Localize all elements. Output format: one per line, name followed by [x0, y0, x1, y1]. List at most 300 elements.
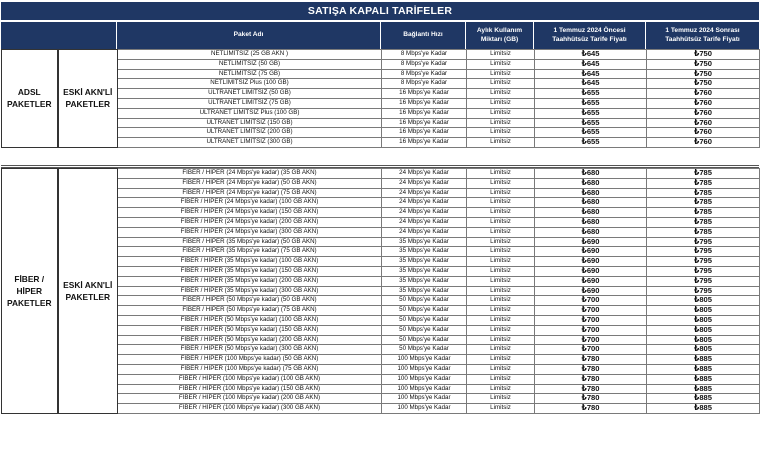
price-after-cell	[647, 89, 760, 99]
speed-cell: 8 Mbps'ye Kadar	[382, 69, 467, 79]
currency-symbol: ₺	[694, 344, 700, 354]
price-value: 780	[586, 354, 600, 364]
currency-symbol: ₺	[694, 374, 700, 383]
price-value: 645	[586, 59, 600, 68]
currency-symbol: ₺	[694, 188, 700, 197]
quota-cell: Limitsiz	[467, 306, 535, 316]
price-after-cell	[647, 98, 760, 108]
price-before-cell	[535, 325, 647, 335]
currency-symbol: ₺	[581, 403, 587, 413]
price-after-cell	[647, 315, 760, 325]
price-value: 795	[699, 266, 712, 275]
price-value: 750	[699, 78, 712, 88]
price-value: 750	[699, 59, 712, 68]
speed-cell: 100 Mbps'ye Kadar	[382, 355, 467, 365]
currency-symbol: ₺	[581, 127, 587, 137]
price-value: 680	[586, 197, 600, 207]
speed-cell: 24 Mbps'ye Kadar	[382, 227, 467, 237]
quota-cell: Limitsiz	[467, 384, 535, 394]
package-name-cell: NETLİMİTSİZ (75 GB)	[118, 69, 382, 79]
price-before-cell	[535, 384, 647, 394]
currency-symbol: ₺	[581, 286, 587, 295]
package-name-cell: FİBER / HİPER (50 Mbps'ye kadar) (300 GB AKN)	[118, 345, 382, 355]
speed-cell: 24 Mbps'ye Kadar	[382, 169, 467, 179]
price-value: 795	[699, 286, 712, 295]
quota-cell: Limitsiz	[467, 257, 535, 267]
currency-symbol: ₺	[694, 88, 700, 98]
price-value: 885	[699, 354, 712, 364]
price-value: 690	[586, 256, 600, 266]
price-before-cell	[535, 394, 647, 404]
currency-symbol: ₺	[581, 207, 587, 217]
currency-symbol: ₺	[694, 246, 700, 256]
price-before-cell	[535, 169, 647, 179]
currency-symbol: ₺	[694, 137, 700, 147]
price-after-cell	[647, 198, 760, 208]
price-after-cell	[647, 306, 760, 316]
price-value: 690	[586, 246, 600, 256]
quota-cell: Limitsiz	[467, 237, 535, 247]
package-name-cell: FİBER / HİPER (24 Mbps'ye kadar) (150 GB AKN)	[118, 208, 382, 218]
speed-cell: 35 Mbps'ye Kadar	[382, 247, 467, 257]
price-value: 795	[699, 237, 712, 246]
price-after-cell	[647, 296, 760, 306]
price-before-cell	[535, 118, 647, 128]
speed-cell: 50 Mbps'ye Kadar	[382, 296, 467, 306]
currency-symbol: ₺	[694, 127, 700, 137]
price-before-cell	[535, 315, 647, 325]
speed-cell: 50 Mbps'ye Kadar	[382, 325, 467, 335]
price-after-cell	[647, 169, 760, 179]
price-after-cell	[647, 266, 760, 276]
price-before-cell	[535, 198, 647, 208]
price-before-cell	[535, 286, 647, 296]
currency-symbol: ₺	[694, 78, 700, 88]
quota-cell: Limitsiz	[467, 296, 535, 306]
price-value: 805	[699, 335, 712, 344]
price-value: 655	[586, 98, 600, 107]
speed-cell: 100 Mbps'ye Kadar	[382, 384, 467, 394]
currency-symbol: ₺	[581, 188, 587, 197]
price-value: 700	[586, 295, 600, 305]
speed-cell: 8 Mbps'ye Kadar	[382, 59, 467, 69]
price-value: 795	[699, 256, 712, 266]
price-after-cell	[647, 247, 760, 257]
price-value: 655	[586, 108, 600, 117]
speed-cell: 8 Mbps'ye Kadar	[382, 50, 467, 60]
quota-cell: Limitsiz	[467, 335, 535, 345]
price-before-cell	[535, 266, 647, 276]
quota-cell: Limitsiz	[467, 208, 535, 218]
price-before-cell	[535, 237, 647, 247]
currency-symbol: ₺	[694, 178, 700, 187]
price-value: 655	[586, 127, 600, 137]
header-price-after: 1 Temmuz 2024 Sonrası Taahhütsüz Tarife Fiyatı	[646, 22, 759, 49]
currency-symbol: ₺	[581, 315, 587, 324]
quota-cell: Limitsiz	[467, 128, 535, 138]
price-value: 785	[699, 207, 712, 217]
price-before-cell	[535, 188, 647, 198]
package-name-cell: FİBER / HİPER (100 Mbps'ye kadar) (300 GB AKN)	[118, 404, 382, 414]
price-value: 785	[699, 168, 712, 177]
currency-symbol: ₺	[694, 305, 700, 315]
currency-symbol: ₺	[581, 354, 587, 364]
price-before-cell	[535, 374, 647, 384]
package-name-cell: FİBER / HİPER (50 Mbps'ye kadar) (100 GB AKN)	[118, 315, 382, 325]
price-before-cell	[535, 98, 647, 108]
price-value: 805	[699, 315, 712, 324]
price-before-cell	[535, 364, 647, 374]
currency-symbol: ₺	[581, 98, 587, 107]
price-value: 750	[699, 49, 712, 58]
group-label: ADSL PAKETLER	[2, 50, 58, 148]
currency-symbol: ₺	[694, 266, 700, 275]
speed-cell: 24 Mbps'ye Kadar	[382, 198, 467, 208]
header-package-name: Paket Adı	[117, 22, 381, 49]
currency-symbol: ₺	[581, 276, 587, 285]
price-before-cell	[535, 208, 647, 218]
fiber-table	[1, 168, 760, 414]
package-name-cell: FİBER / HİPER (35 Mbps'ye kadar) (50 GB AKN)	[118, 237, 382, 247]
price-before-cell	[535, 345, 647, 355]
currency-symbol: ₺	[581, 344, 587, 354]
price-value: 655	[586, 118, 600, 127]
page-title: SATIŞA KAPALI TARİFELER	[1, 2, 759, 20]
currency-symbol: ₺	[581, 59, 587, 68]
speed-cell: 50 Mbps'ye Kadar	[382, 315, 467, 325]
header-blank	[1, 22, 117, 49]
package-name-cell: FİBER / HİPER (35 Mbps'ye kadar) (300 GB AKN)	[118, 286, 382, 296]
currency-symbol: ₺	[694, 108, 700, 117]
price-after-cell	[647, 404, 760, 414]
package-name-cell: NETLİMİTSİZ (50 GB)	[118, 59, 382, 69]
price-value: 690	[586, 286, 600, 295]
currency-symbol: ₺	[694, 59, 700, 68]
package-name-cell: FİBER / HİPER (50 Mbps'ye kadar) (200 GB AKN)	[118, 335, 382, 345]
price-value: 785	[699, 227, 712, 236]
currency-symbol: ₺	[581, 78, 587, 88]
price-after-cell	[647, 138, 760, 148]
speed-cell: 100 Mbps'ye Kadar	[382, 404, 467, 414]
package-name-cell: NETLİMİTSİZ (25 GB AKN )	[118, 50, 382, 60]
price-value: 690	[586, 276, 600, 285]
currency-symbol: ₺	[581, 335, 587, 344]
price-value: 785	[699, 217, 712, 226]
currency-symbol: ₺	[694, 168, 700, 177]
currency-symbol: ₺	[694, 227, 700, 236]
quota-cell: Limitsiz	[467, 69, 535, 79]
quota-cell: Limitsiz	[467, 198, 535, 208]
price-before-cell	[535, 50, 647, 60]
price-value: 655	[586, 88, 600, 98]
package-name-cell: FİBER / HİPER (100 Mbps'ye kadar) (100 GB AKN)	[118, 374, 382, 384]
price-before-cell	[535, 59, 647, 69]
price-before-cell	[535, 247, 647, 257]
currency-symbol: ₺	[694, 207, 700, 217]
quota-cell: Limitsiz	[467, 108, 535, 118]
speed-cell: 24 Mbps'ye Kadar	[382, 178, 467, 188]
quota-cell: Limitsiz	[467, 345, 535, 355]
price-value: 700	[586, 325, 600, 334]
package-name-cell: FİBER / HİPER (35 Mbps'ye kadar) (100 GB AKN)	[118, 257, 382, 267]
currency-symbol: ₺	[581, 178, 587, 187]
package-name-cell: FİBER / HİPER (100 Mbps'ye kadar) (200 GB AKN)	[118, 394, 382, 404]
speed-cell: 16 Mbps'ye Kadar	[382, 108, 467, 118]
header-speed: Bağlantı Hızı	[381, 22, 466, 49]
package-name-cell: ULTRANET LİMİTSİZ (200 GB)	[118, 128, 382, 138]
speed-cell: 16 Mbps'ye Kadar	[382, 98, 467, 108]
group-label: FİBER / HİPER PAKETLER	[2, 169, 58, 414]
price-value: 700	[586, 335, 600, 344]
speed-cell: 8 Mbps'ye Kadar	[382, 79, 467, 89]
price-value: 700	[586, 305, 600, 315]
speed-cell: 24 Mbps'ye Kadar	[382, 188, 467, 198]
currency-symbol: ₺	[581, 305, 587, 315]
package-name-cell: ULTRANET LİMİTSİZ Plus (100 GB)	[118, 108, 382, 118]
quota-cell: Limitsiz	[467, 138, 535, 148]
currency-symbol: ₺	[694, 98, 700, 107]
package-name-cell: FİBER / HİPER (100 Mbps'ye kadar) (50 GB AKN)	[118, 355, 382, 365]
currency-symbol: ₺	[694, 286, 700, 295]
package-name-cell: ULTRANET LİMİTSİZ (150 GB)	[118, 118, 382, 128]
price-after-cell	[647, 59, 760, 69]
quota-cell: Limitsiz	[467, 394, 535, 404]
quota-cell: Limitsiz	[467, 227, 535, 237]
price-value: 680	[586, 207, 600, 217]
price-value: 680	[586, 227, 600, 236]
currency-symbol: ₺	[694, 335, 700, 344]
price-value: 760	[699, 137, 712, 147]
package-name-cell: FİBER / HİPER (35 Mbps'ye kadar) (200 GB AKN)	[118, 276, 382, 286]
price-value: 760	[699, 88, 712, 98]
quota-cell: Limitsiz	[467, 79, 535, 89]
price-after-cell	[647, 325, 760, 335]
currency-symbol: ₺	[694, 118, 700, 127]
price-value: 680	[586, 168, 600, 177]
price-after-cell	[647, 79, 760, 89]
package-name-cell: FİBER / HİPER (50 Mbps'ye kadar) (75 GB AKN)	[118, 306, 382, 316]
currency-symbol: ₺	[581, 137, 587, 147]
speed-cell: 50 Mbps'ye Kadar	[382, 306, 467, 316]
header-price-before: 1 Temmuz 2024 Öncesi Taahhütsüz Tarife Fiyatı	[534, 22, 646, 49]
currency-symbol: ₺	[581, 168, 587, 177]
price-value: 805	[699, 305, 712, 315]
currency-symbol: ₺	[581, 217, 587, 226]
quota-cell: Limitsiz	[467, 50, 535, 60]
price-value: 760	[699, 108, 712, 117]
price-value: 885	[699, 393, 712, 403]
price-value: 645	[586, 78, 600, 88]
price-before-cell	[535, 227, 647, 237]
price-before-cell	[535, 178, 647, 188]
table-row	[2, 50, 760, 60]
price-after-cell	[647, 237, 760, 247]
quota-cell: Limitsiz	[467, 276, 535, 286]
price-value: 760	[699, 118, 712, 127]
package-name-cell: FİBER / HİPER (24 Mbps'ye kadar) (300 GB AKN)	[118, 227, 382, 237]
price-after-cell	[647, 257, 760, 267]
currency-symbol: ₺	[694, 276, 700, 285]
price-value: 780	[586, 393, 600, 403]
header-quota: Aylık Kullanım Miktarı (GB)	[466, 22, 534, 49]
price-before-cell	[535, 306, 647, 316]
currency-symbol: ₺	[694, 403, 700, 413]
price-value: 885	[699, 403, 712, 413]
price-before-cell	[535, 108, 647, 118]
speed-cell: 100 Mbps'ye Kadar	[382, 394, 467, 404]
price-value: 690	[586, 237, 600, 246]
speed-cell: 16 Mbps'ye Kadar	[382, 128, 467, 138]
price-value: 700	[586, 344, 600, 354]
price-value: 690	[586, 266, 600, 275]
price-after-cell	[647, 69, 760, 79]
quota-cell: Limitsiz	[467, 178, 535, 188]
currency-symbol: ₺	[694, 295, 700, 305]
package-name-cell: FİBER / HİPER (24 Mbps'ye kadar) (100 GB AKN)	[118, 198, 382, 208]
currency-symbol: ₺	[694, 49, 700, 58]
package-name-cell: FİBER / HİPER (24 Mbps'ye kadar) (200 GB AKN)	[118, 217, 382, 227]
speed-cell: 16 Mbps'ye Kadar	[382, 138, 467, 148]
currency-symbol: ₺	[581, 374, 587, 383]
quota-cell: Limitsiz	[467, 364, 535, 374]
currency-symbol: ₺	[581, 197, 587, 207]
package-name-cell: ULTRANET LİMİTSİZ (75 GB)	[118, 98, 382, 108]
currency-symbol: ₺	[694, 315, 700, 324]
price-value: 750	[699, 69, 712, 78]
currency-symbol: ₺	[694, 325, 700, 334]
currency-symbol: ₺	[694, 384, 700, 393]
price-before-cell	[535, 79, 647, 89]
price-before-cell	[535, 128, 647, 138]
package-name-cell: ULTRANET LİMİTSİZ (300 GB)	[118, 138, 382, 148]
quota-cell: Limitsiz	[467, 217, 535, 227]
price-after-cell	[647, 208, 760, 218]
price-value: 885	[699, 384, 712, 393]
price-value: 795	[699, 246, 712, 256]
price-value: 885	[699, 364, 712, 373]
speed-cell: 50 Mbps'ye Kadar	[382, 335, 467, 345]
currency-symbol: ₺	[694, 237, 700, 246]
price-before-cell	[535, 296, 647, 306]
subgroup-label: ESKİ AKN'Lİ PAKETLER	[58, 169, 118, 414]
price-value: 680	[586, 188, 600, 197]
currency-symbol: ₺	[694, 364, 700, 373]
speed-cell: 35 Mbps'ye Kadar	[382, 237, 467, 247]
currency-symbol: ₺	[694, 393, 700, 403]
package-name-cell: FİBER / HİPER (50 Mbps'ye kadar) (150 GB AKN)	[118, 325, 382, 335]
price-after-cell	[647, 286, 760, 296]
currency-symbol: ₺	[581, 266, 587, 275]
price-value: 885	[699, 374, 712, 383]
currency-symbol: ₺	[581, 325, 587, 334]
quota-cell: Limitsiz	[467, 266, 535, 276]
quota-cell: Limitsiz	[467, 169, 535, 179]
currency-symbol: ₺	[694, 197, 700, 207]
price-before-cell	[535, 276, 647, 286]
price-value: 785	[699, 188, 712, 197]
currency-symbol: ₺	[694, 69, 700, 78]
price-after-cell	[647, 364, 760, 374]
speed-cell: 24 Mbps'ye Kadar	[382, 217, 467, 227]
package-name-cell: ULTRANET LİMİTSİZ (50 GB)	[118, 89, 382, 99]
price-value: 805	[699, 344, 712, 354]
price-after-cell	[647, 384, 760, 394]
currency-symbol: ₺	[581, 295, 587, 305]
price-after-cell	[647, 188, 760, 198]
package-name-cell: FİBER / HİPER (100 Mbps'ye kadar) (150 GB AKN)	[118, 384, 382, 394]
price-before-cell	[535, 69, 647, 79]
subgroup-label: ESKİ AKN'Lİ PAKETLER	[58, 50, 118, 148]
package-name-cell: FİBER / HİPER (50 Mbps'ye kadar) (50 GB AKN)	[118, 296, 382, 306]
speed-cell: 50 Mbps'ye Kadar	[382, 345, 467, 355]
speed-cell: 16 Mbps'ye Kadar	[382, 118, 467, 128]
price-value: 785	[699, 178, 712, 187]
speed-cell: 16 Mbps'ye Kadar	[382, 89, 467, 99]
currency-symbol: ₺	[581, 118, 587, 127]
currency-symbol: ₺	[581, 384, 587, 393]
currency-symbol: ₺	[581, 237, 587, 246]
package-name-cell: FİBER / HİPER (35 Mbps'ye kadar) (150 GB AKN)	[118, 266, 382, 276]
price-value: 760	[699, 98, 712, 107]
package-name-cell: FİBER / HİPER (24 Mbps'ye kadar) (35 GB AKN)	[118, 169, 382, 179]
speed-cell: 35 Mbps'ye Kadar	[382, 266, 467, 276]
price-after-cell	[647, 128, 760, 138]
currency-symbol: ₺	[581, 108, 587, 117]
price-value: 780	[586, 374, 600, 383]
price-after-cell	[647, 355, 760, 365]
currency-symbol: ₺	[581, 393, 587, 403]
quota-cell: Limitsiz	[467, 355, 535, 365]
quota-cell: Limitsiz	[467, 286, 535, 296]
price-after-cell	[647, 50, 760, 60]
price-after-cell	[647, 217, 760, 227]
price-value: 680	[586, 178, 600, 187]
price-after-cell	[647, 118, 760, 128]
quota-cell: Limitsiz	[467, 374, 535, 384]
speed-cell: 35 Mbps'ye Kadar	[382, 276, 467, 286]
price-after-cell	[647, 227, 760, 237]
price-after-cell	[647, 335, 760, 345]
currency-symbol: ₺	[581, 227, 587, 236]
quota-cell: Limitsiz	[467, 325, 535, 335]
quota-cell: Limitsiz	[467, 118, 535, 128]
package-name-cell: FİBER / HİPER (24 Mbps'ye kadar) (50 GB AKN)	[118, 178, 382, 188]
quota-cell: Limitsiz	[467, 315, 535, 325]
package-name-cell: FİBER / HİPER (100 Mbps'ye kadar) (75 GB AKN)	[118, 364, 382, 374]
price-after-cell	[647, 108, 760, 118]
price-before-cell	[535, 138, 647, 148]
quota-cell: Limitsiz	[467, 59, 535, 69]
table-row	[2, 169, 760, 179]
quota-cell: Limitsiz	[467, 404, 535, 414]
package-name-cell: FİBER / HİPER (35 Mbps'ye kadar) (75 GB AKN)	[118, 247, 382, 257]
price-value: 780	[586, 384, 600, 393]
price-value: 795	[699, 276, 712, 285]
speed-cell: 24 Mbps'ye Kadar	[382, 208, 467, 218]
price-value: 680	[586, 217, 600, 226]
price-after-cell	[647, 178, 760, 188]
price-after-cell	[647, 374, 760, 384]
price-before-cell	[535, 355, 647, 365]
price-value: 805	[699, 295, 712, 305]
currency-symbol: ₺	[694, 256, 700, 266]
speed-cell: 35 Mbps'ye Kadar	[382, 257, 467, 267]
currency-symbol: ₺	[581, 256, 587, 266]
currency-symbol: ₺	[581, 88, 587, 98]
package-name-cell: FİBER / HİPER (24 Mbps'ye kadar) (75 GB AKN)	[118, 188, 382, 198]
price-value: 645	[586, 49, 600, 58]
price-before-cell	[535, 404, 647, 414]
